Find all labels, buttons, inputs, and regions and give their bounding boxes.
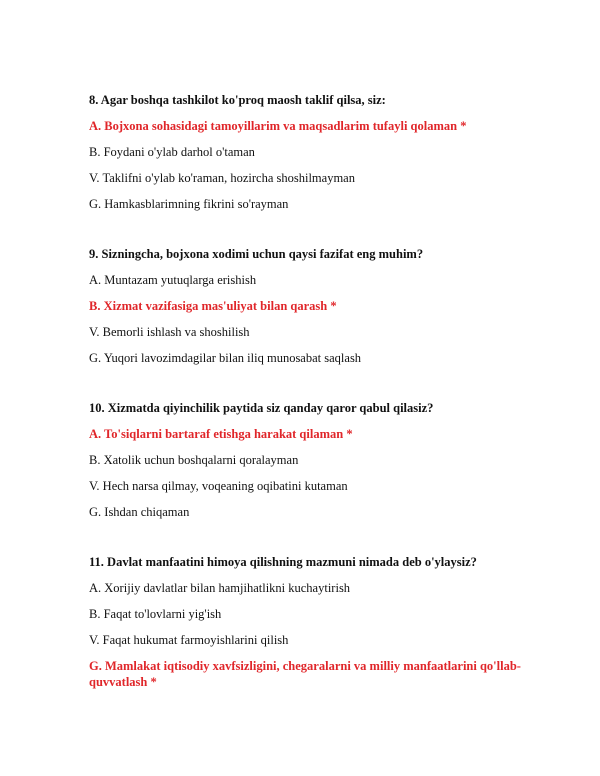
question-9: [89, 246, 529, 366]
answer-option-correct: B. Xizmat vazifasiga mas'uliyat bilan qarash *: [89, 299, 337, 313]
question-11: [89, 554, 529, 690]
answer-option: G. Hamkasblarimning fikrini so'rayman: [89, 197, 289, 211]
answer-option-correct: G. Mamlakat iqtisodiy xavfsizligini, chegaralarni va milliy manfaatlarini qo'llab-quvvatlash *: [89, 659, 521, 689]
answer-option-correct: A. To'siqlarni bartaraf etishga harakat qilaman *: [89, 427, 353, 441]
question-title: 11. Davlat manfaatini himoya qilishning mazmuni nimada deb o'ylaysiz?: [89, 555, 477, 569]
answer-option: V. Hech narsa qilmay, voqeaning oqibatini kutaman: [89, 479, 348, 493]
answer-option: A. Muntazam yutuqlarga erishish: [89, 273, 257, 287]
questions-list: [89, 92, 529, 690]
question-8: [89, 92, 529, 212]
answer-option: V. Bemorli ishlash va shoshilish: [89, 325, 250, 339]
answer-option: B. Xatolik uchun boshqalarni qoralayman: [89, 453, 299, 467]
answer-option: A. Xorijiy davlatlar bilan hamjihatlikni kuchaytirish: [89, 581, 351, 595]
answer-option: V. Taklifni o'ylab ko'raman, hozircha shoshilmayman: [89, 171, 355, 185]
answer-option: B. Faqat to'lovlarni yig'ish: [89, 607, 222, 621]
question-title: 8. Agar boshqa tashkilot ko'proq maosh taklif qilsa, siz:: [89, 93, 386, 107]
answer-option-correct: A. Bojxona sohasidagi tamoyillarim va maqsadlarim tufayli qolaman *: [89, 119, 467, 133]
answer-option: B. Foydani o'ylab darhol o'taman: [89, 145, 255, 159]
question-title: 9. Sizningcha, bojxona xodimi uchun qaysi fazifat eng muhim?: [89, 247, 424, 261]
answer-option: V. Faqat hukumat farmoyishlarini qilish: [89, 633, 289, 647]
question-10: [89, 400, 529, 520]
answer-option: G. Ishdan chiqaman: [89, 505, 190, 519]
question-title: 10. Xizmatda qiyinchilik paytida siz qanday qaror qabul qilasiz?: [89, 401, 434, 415]
answer-option: G. Yuqori lavozimdagilar bilan iliq munosabat saqlash: [89, 351, 362, 365]
